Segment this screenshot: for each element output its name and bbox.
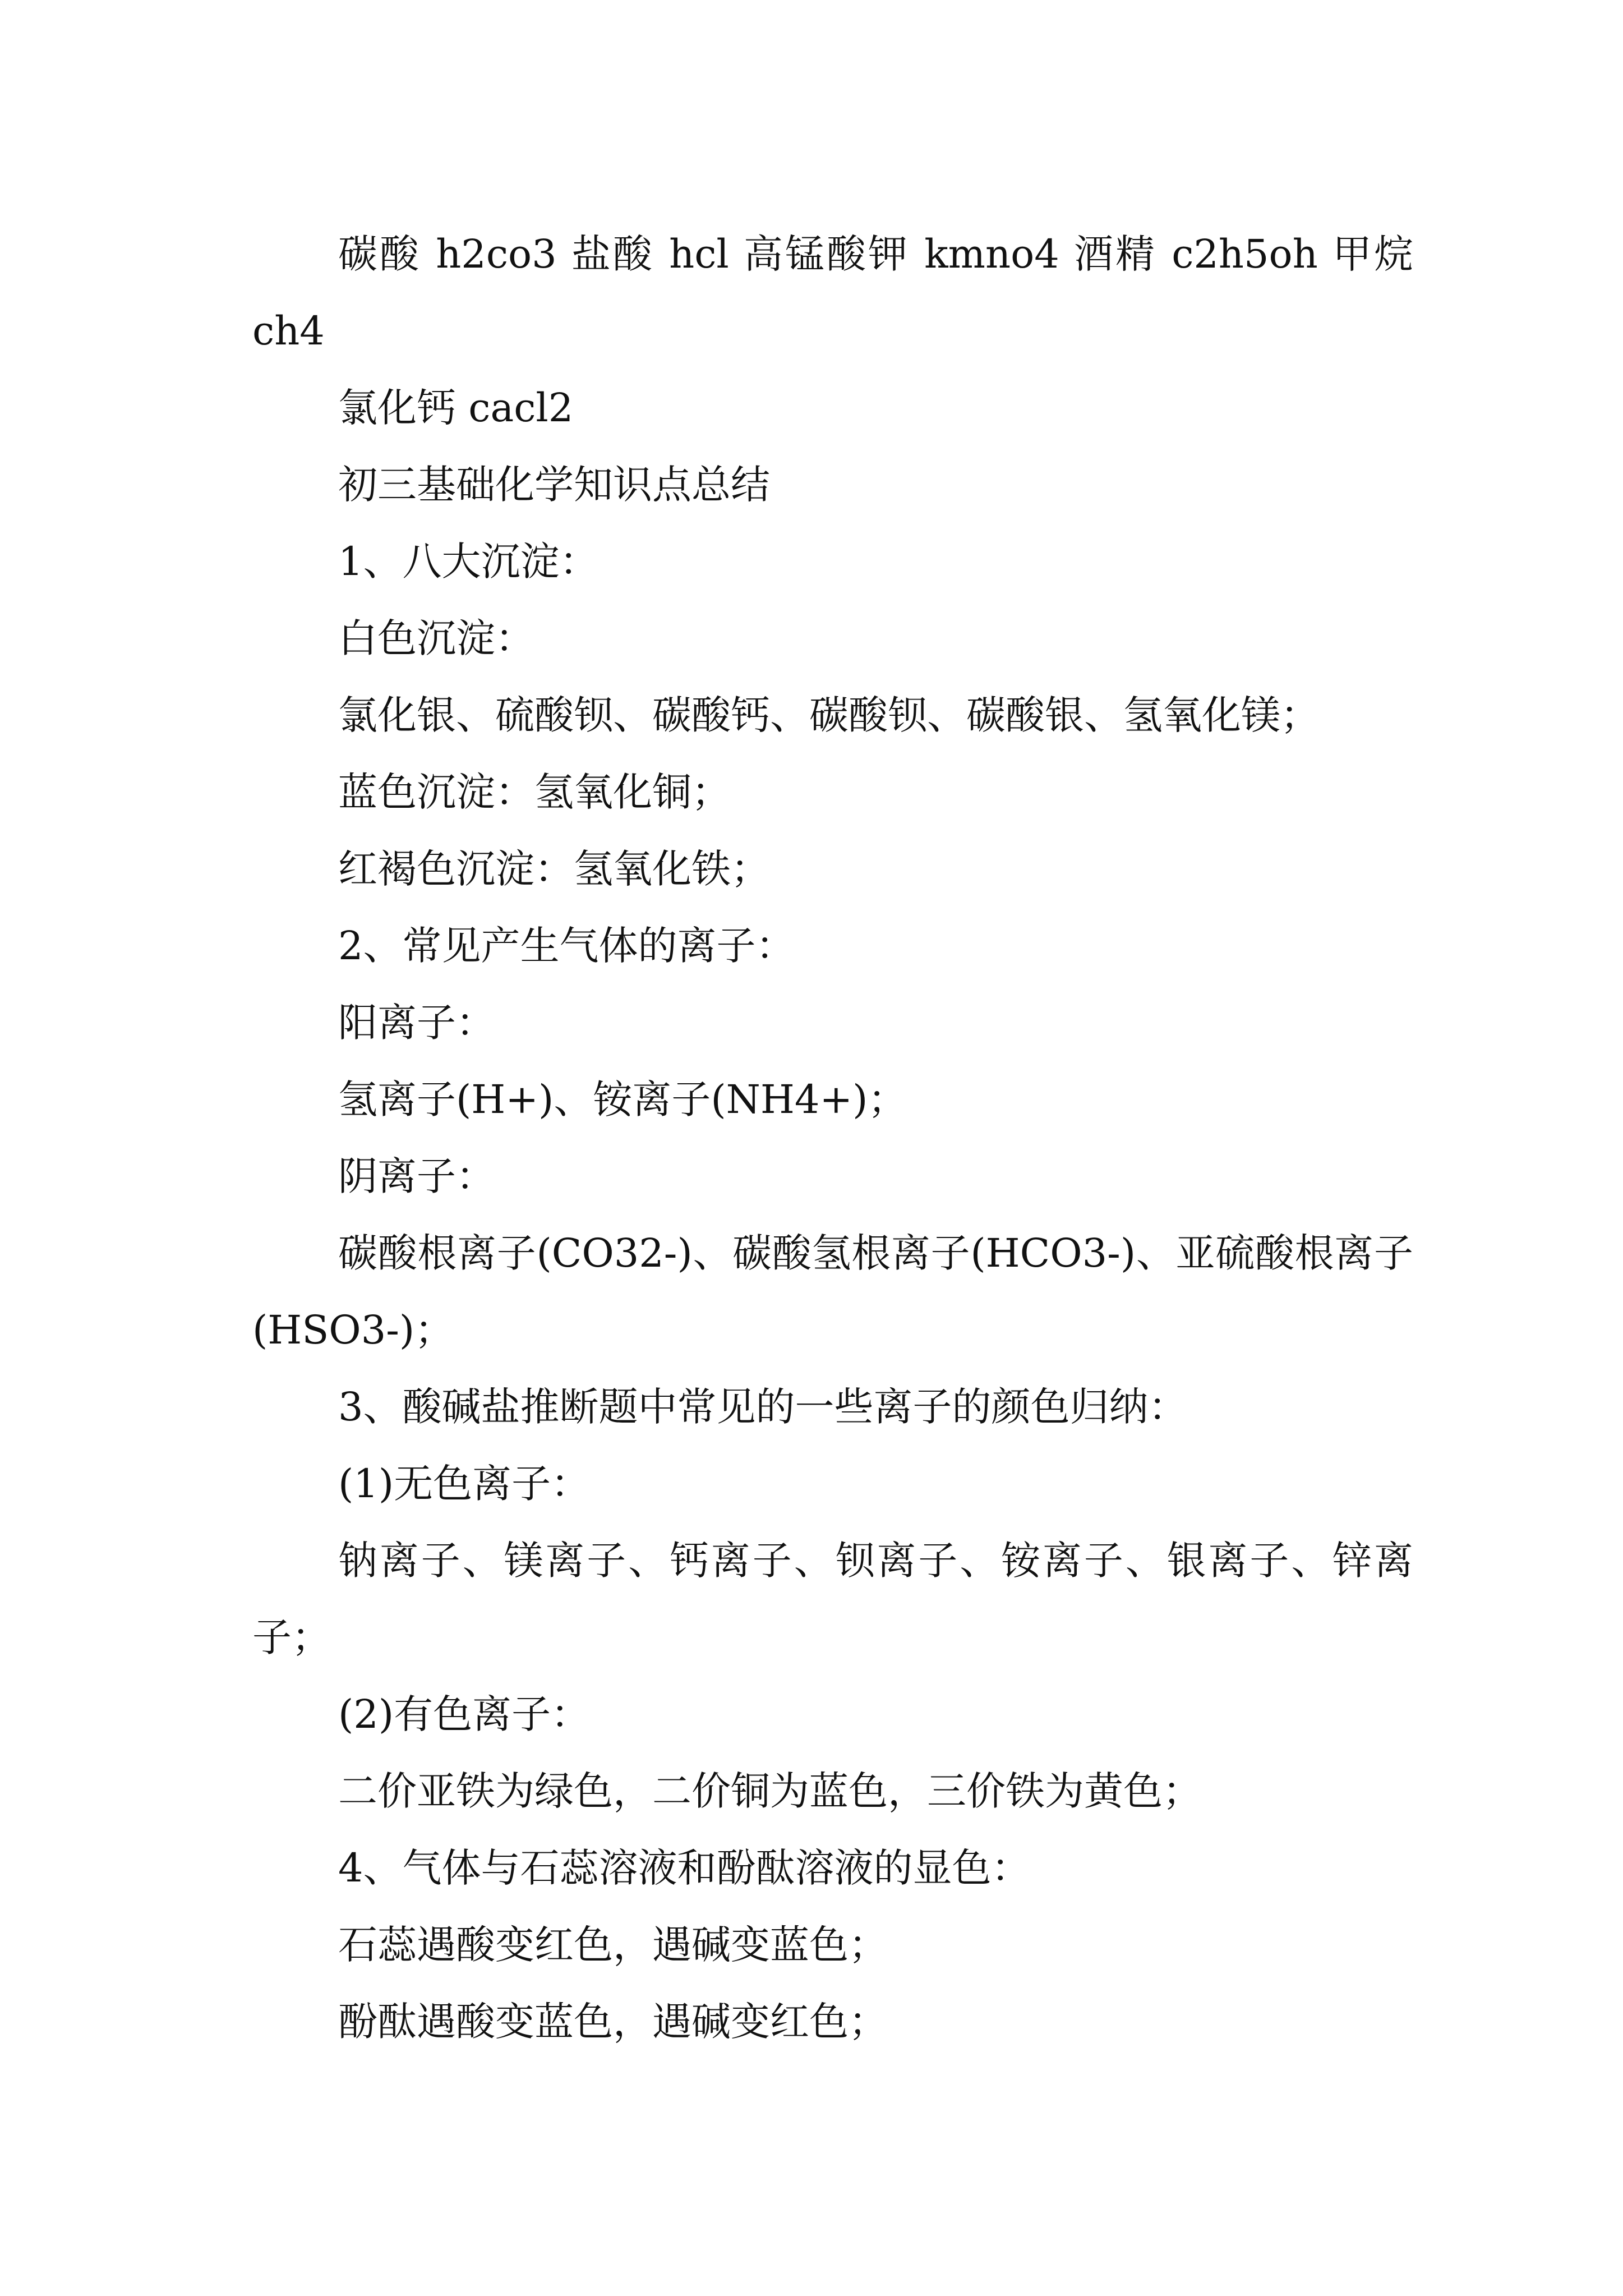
paragraph-calcium-chloride: 氯化钙 cacl2 [338, 385, 574, 431]
paragraph-anions: 碳酸根离子(CO32-)、碳酸氢根离子(HCO3-)、亚硫酸根离子(HSO3-)； [252, 1230, 1413, 1353]
paragraph-formulas: 碳酸 h2co3 盐酸 hcl 高锰酸钾 kmno4 酒精 c2h5oh 甲烷 ch4 [252, 231, 1413, 354]
section-title: 初三基础化学知识点总结 [338, 462, 770, 508]
paragraph-litmus: 石蕊遇酸变红色，遇碱变蓝色； [338, 1922, 888, 1968]
heading-gas-ions: 2、常见产生气体的离子： [338, 923, 795, 969]
label-colored-ions: (2)有色离子： [338, 1691, 591, 1737]
label-white-precipitate: 白色沉淀： [338, 615, 534, 661]
paragraph-cations: 氢离子(H+)、铵离子(NH4+)； [338, 1076, 907, 1122]
label-colorless-ions: (1)无色离子： [338, 1461, 591, 1507]
paragraph-colorless-ions: 钠离子、镁离子、钙离子、钡离子、铵离子、银离子、锌离子； [252, 1538, 1413, 1660]
heading-ion-colors: 3、酸碱盐推断题中常见的一些离子的颜色归纳： [338, 1384, 1188, 1430]
paragraph-blue-precipitate: 蓝色沉淀：氢氧化铜； [338, 769, 731, 815]
paragraph-red-brown-precipitate: 红褐色沉淀：氢氧化铁； [338, 846, 770, 892]
heading-precipitates: 1、八大沉淀： [338, 539, 599, 585]
paragraph-phenolphthalein: 酚酞遇酸变蓝色，遇碱变红色； [338, 1999, 888, 2045]
label-cations: 阳离子： [338, 1000, 495, 1046]
label-anions: 阴离子： [338, 1153, 495, 1199]
paragraph-white-precipitates: 氯化银、硫酸钡、碳酸钙、碳酸钡、碳酸银、氢氧化镁； [338, 692, 1320, 738]
heading-indicators: 4、气体与石蕊溶液和酚酞溶液的显色： [338, 1845, 1031, 1891]
paragraph-colored-ions: 二价亚铁为绿色，二价铜为蓝色，三价铁为黄色； [338, 1768, 1202, 1814]
document-body [252, 216, 1413, 2060]
